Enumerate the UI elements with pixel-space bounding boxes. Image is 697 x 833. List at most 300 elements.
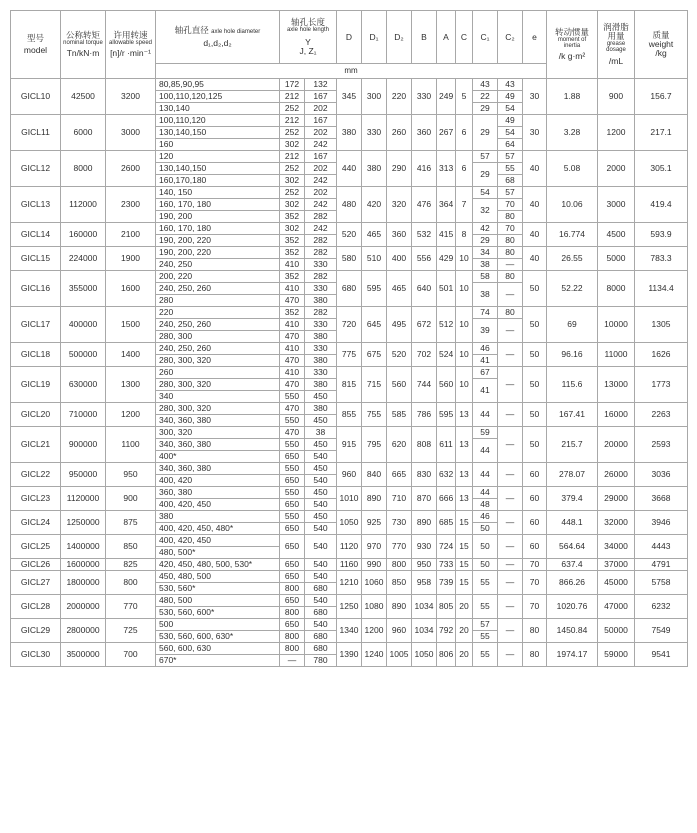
cell-j: 540 xyxy=(305,619,337,631)
cell-torque: 1600000 xyxy=(61,559,106,571)
cell-diameter: 220 xyxy=(156,307,280,319)
cell-diameter: 480, 500 xyxy=(156,595,280,607)
cell-C1: 29 xyxy=(473,115,498,151)
cell-weight: 6232 xyxy=(635,595,688,619)
col-C-header: C xyxy=(456,11,473,64)
inertia-header-sym: /k g·m² xyxy=(558,51,586,62)
cell-model: GICL17 xyxy=(11,307,61,343)
length-y-label: Y xyxy=(305,36,311,47)
cell-C: 15 xyxy=(456,535,473,559)
cell-j: 202 xyxy=(305,163,337,175)
cell-B: 556 xyxy=(412,247,437,271)
cell-grease: 1200 xyxy=(598,115,635,151)
cell-D: 1010 xyxy=(337,487,362,511)
cell-D1: 795 xyxy=(362,427,387,463)
cell-speed: 1400 xyxy=(106,343,156,367)
cell-torque: 1120000 xyxy=(61,487,106,511)
cell-D1: 925 xyxy=(362,511,387,535)
cell-C1: 39 xyxy=(473,319,498,343)
cell-y: 800 xyxy=(280,607,305,619)
weight-header-en: weight xyxy=(648,39,674,50)
table-row xyxy=(11,187,688,199)
cell-model: GICL11 xyxy=(11,115,61,151)
cell-diameter: 190, 200, 220 xyxy=(156,235,280,247)
cell-D: 580 xyxy=(337,247,362,271)
cell-C: 10 xyxy=(456,271,473,307)
cell-y: 352 xyxy=(280,235,305,247)
cell-diameter: 280, 300 xyxy=(156,331,280,343)
cell-diameter: 280, 300, 320 xyxy=(156,355,280,367)
cell-C2: 64 xyxy=(498,139,523,151)
cell-C2: — xyxy=(498,571,523,595)
cell-C1: 32 xyxy=(473,199,498,223)
cell-A: 724 xyxy=(437,535,456,559)
cell-C: 13 xyxy=(456,463,473,487)
inertia-header-cn: 转动惯量 xyxy=(554,26,589,37)
cell-e: 40 xyxy=(523,151,547,187)
cell-A: 805 xyxy=(437,595,456,619)
cell-y: 550 xyxy=(280,511,305,523)
cell-C1: 58 xyxy=(473,271,498,283)
cell-grease: 26000 xyxy=(598,463,635,487)
cell-C1: 57 xyxy=(473,151,498,163)
weight-header-sym: /kg xyxy=(655,47,667,58)
cell-torque: 900000 xyxy=(61,427,106,463)
cell-speed: 1900 xyxy=(106,247,156,271)
cell-diameter: 140, 150 xyxy=(156,187,280,199)
col-D2-header: D₂ xyxy=(387,11,412,64)
col-A-header: A xyxy=(437,11,456,64)
cell-D2: 320 xyxy=(387,187,412,223)
cell-y: 352 xyxy=(280,271,305,283)
cell-D2: 770 xyxy=(387,535,412,559)
cell-diameter: 420, 450, 480, 500, 530* xyxy=(156,559,280,571)
cell-C2: — xyxy=(498,463,523,487)
cell-A: 806 xyxy=(437,643,456,667)
table-row xyxy=(11,427,688,439)
cell-B: 360 xyxy=(412,115,437,151)
cell-speed: 875 xyxy=(106,511,156,535)
cell-diameter: 190, 200, 220 xyxy=(156,247,280,259)
cell-y: 550 xyxy=(280,391,305,403)
table-row xyxy=(11,559,688,571)
cell-y: 650 xyxy=(280,535,305,559)
cell-y: 352 xyxy=(280,211,305,223)
cell-D2: 560 xyxy=(387,367,412,403)
cell-inertia: 16.774 xyxy=(547,223,598,247)
cell-diameter: 300, 320 xyxy=(156,427,280,439)
cell-j: 167 xyxy=(305,151,337,163)
cell-C: 6 xyxy=(456,115,473,151)
cell-A: 666 xyxy=(437,487,456,511)
cell-A: 792 xyxy=(437,619,456,643)
diameter-header-cn: 轴孔直径 xyxy=(174,25,209,36)
cell-D1: 1080 xyxy=(362,595,387,619)
cell-C: 20 xyxy=(456,595,473,619)
cell-C2: 54 xyxy=(498,103,523,115)
cell-D: 855 xyxy=(337,403,362,427)
cell-weight: 305.1 xyxy=(635,151,688,187)
weight-header-cn: 质量 xyxy=(652,30,670,41)
cell-D: 440 xyxy=(337,151,362,187)
cell-model: GICL26 xyxy=(11,559,61,571)
cell-D: 520 xyxy=(337,223,362,247)
cell-diameter: 360, 380 xyxy=(156,487,280,499)
cell-y: 650 xyxy=(280,499,305,511)
cell-grease: 16000 xyxy=(598,403,635,427)
cell-j: 380 xyxy=(305,379,337,391)
cell-weight: 156.7 xyxy=(635,79,688,115)
cell-D: 960 xyxy=(337,463,362,487)
cell-D1: 380 xyxy=(362,151,387,187)
cell-y: 470 xyxy=(280,331,305,343)
cell-y: 800 xyxy=(280,631,305,643)
cell-speed: 3000 xyxy=(106,115,156,151)
cell-D2: 665 xyxy=(387,463,412,487)
cell-y: 212 xyxy=(280,151,305,163)
cell-inertia: 5.08 xyxy=(547,151,598,187)
cell-D: 915 xyxy=(337,427,362,463)
col-B-header: B xyxy=(412,11,437,64)
cell-model: GICL25 xyxy=(11,535,61,559)
cell-D2: 1005 xyxy=(387,643,412,667)
cell-A: 524 xyxy=(437,343,456,367)
cell-torque: 8000 xyxy=(61,151,106,187)
cell-diameter: 340, 360, 380 xyxy=(156,415,280,427)
cell-diameter: 400, 420, 450, 480* xyxy=(156,523,280,535)
cell-C1: 29 xyxy=(473,235,498,247)
cell-e: 70 xyxy=(523,571,547,595)
cell-C1: 38 xyxy=(473,283,498,307)
cell-j: 282 xyxy=(305,235,337,247)
cell-D1: 755 xyxy=(362,403,387,427)
cell-C2: — xyxy=(498,619,523,643)
cell-model: GICL20 xyxy=(11,403,61,427)
cell-j: 540 xyxy=(305,451,337,463)
cell-D1: 300 xyxy=(362,79,387,115)
cell-e: 50 xyxy=(523,367,547,403)
cell-speed: 700 xyxy=(106,643,156,667)
speed-header xyxy=(106,11,156,79)
cell-C: 13 xyxy=(456,427,473,463)
cell-j: 202 xyxy=(305,187,337,199)
cell-inertia: 3.28 xyxy=(547,115,598,151)
cell-D: 1210 xyxy=(337,571,362,595)
speed-header-cn: 许用转速 xyxy=(113,29,148,40)
cell-j: 242 xyxy=(305,175,337,187)
cell-C1: 50 xyxy=(473,559,498,571)
cell-C1: 44 xyxy=(473,463,498,487)
cell-y: 212 xyxy=(280,91,305,103)
length-j-label: J, Z₁ xyxy=(299,45,317,56)
cell-diameter: 160 xyxy=(156,139,280,151)
cell-torque: 500000 xyxy=(61,343,106,367)
cell-diameter: 280, 300, 320 xyxy=(156,379,280,391)
cell-C: 7 xyxy=(456,187,473,223)
torque-header-cn: 公称转矩 xyxy=(65,29,100,40)
length-header-cn: 轴孔长度 xyxy=(290,17,325,28)
cell-A: 267 xyxy=(437,115,456,151)
cell-B: 930 xyxy=(412,535,437,559)
cell-e: 60 xyxy=(523,463,547,487)
cell-y: 550 xyxy=(280,487,305,499)
cell-C1: 59 xyxy=(473,427,498,439)
cell-y: 650 xyxy=(280,523,305,535)
cell-j: 450 xyxy=(305,415,337,427)
cell-C2: — xyxy=(498,559,523,571)
cell-j: 282 xyxy=(305,247,337,259)
cell-y: 252 xyxy=(280,103,305,115)
cell-j: 330 xyxy=(305,367,337,379)
cell-C2: 55 xyxy=(498,163,523,175)
cell-C1: 46 xyxy=(473,511,498,523)
cell-C2: — xyxy=(498,319,523,343)
cell-C: 20 xyxy=(456,619,473,643)
cell-grease: 900 xyxy=(598,79,635,115)
cell-model: GICL23 xyxy=(11,487,61,511)
cell-D: 815 xyxy=(337,367,362,403)
cell-speed: 800 xyxy=(106,571,156,595)
cell-y: 410 xyxy=(280,259,305,271)
cell-j: 132 xyxy=(305,79,337,91)
cell-e: 50 xyxy=(523,427,547,463)
cell-D1: 330 xyxy=(362,115,387,151)
cell-diameter: 560, 600, 630 xyxy=(156,643,280,655)
cell-e: 50 xyxy=(523,343,547,367)
cell-C1: 46 xyxy=(473,343,498,355)
cell-speed: 1300 xyxy=(106,367,156,403)
torque-header-en: nominal torque xyxy=(63,39,103,46)
cell-j: 380 xyxy=(305,403,337,415)
cell-speed: 825 xyxy=(106,559,156,571)
cell-e: 70 xyxy=(523,595,547,619)
cell-C1: 34 xyxy=(473,247,498,259)
cell-C: 15 xyxy=(456,571,473,595)
cell-A: 685 xyxy=(437,511,456,535)
cell-weight: 2263 xyxy=(635,403,688,427)
cell-C2: 80 xyxy=(498,307,523,319)
cell-j: 330 xyxy=(305,343,337,355)
cell-diameter: 400, 420 xyxy=(156,475,280,487)
diameter-header xyxy=(156,11,280,64)
cell-grease: 20000 xyxy=(598,427,635,463)
cell-C2: 49 xyxy=(498,115,523,127)
cell-j: 540 xyxy=(305,595,337,607)
cell-model: GICL14 xyxy=(11,223,61,247)
cell-e: 50 xyxy=(523,271,547,307)
model-header-en: model xyxy=(23,45,48,55)
grease-header-sym: /mL xyxy=(608,55,624,66)
cell-B: 830 xyxy=(412,463,437,487)
cell-B: 416 xyxy=(412,151,437,187)
cell-grease: 29000 xyxy=(598,487,635,511)
cell-A: 364 xyxy=(437,187,456,223)
cell-grease: 59000 xyxy=(598,643,635,667)
cell-y: 252 xyxy=(280,127,305,139)
cell-y: 550 xyxy=(280,415,305,427)
cell-torque: 1250000 xyxy=(61,511,106,535)
cell-y: 650 xyxy=(280,475,305,487)
cell-weight: 1134.4 xyxy=(635,271,688,307)
cell-inertia: 448.1 xyxy=(547,511,598,535)
cell-D2: 495 xyxy=(387,307,412,343)
cell-speed: 1600 xyxy=(106,271,156,307)
cell-A: 611 xyxy=(437,427,456,463)
cell-j: 202 xyxy=(305,103,337,115)
cell-diameter: 340, 360, 380 xyxy=(156,463,280,475)
cell-B: 330 xyxy=(412,79,437,115)
cell-weight: 3036 xyxy=(635,463,688,487)
cell-C1: 67 xyxy=(473,367,498,379)
cell-weight: 7549 xyxy=(635,619,688,643)
cell-C2: 68 xyxy=(498,175,523,187)
table-row xyxy=(11,79,688,91)
cell-e: 80 xyxy=(523,619,547,643)
cell-D1: 595 xyxy=(362,271,387,307)
cell-diameter: 240, 250, 260 xyxy=(156,343,280,355)
cell-weight: 1773 xyxy=(635,367,688,403)
cell-e: 30 xyxy=(523,115,547,151)
cell-C1: 44 xyxy=(473,403,498,427)
cell-C1: 74 xyxy=(473,307,498,319)
cell-grease: 11000 xyxy=(598,343,635,367)
cell-D1: 990 xyxy=(362,559,387,571)
cell-y: 302 xyxy=(280,139,305,151)
cell-C1: 48 xyxy=(473,499,498,511)
cell-D1: 645 xyxy=(362,307,387,343)
cell-model: GICL22 xyxy=(11,463,61,487)
table-body xyxy=(11,79,688,667)
cell-inertia: 115.6 xyxy=(547,367,598,403)
cell-diameter: 160, 170, 180 xyxy=(156,199,280,211)
length-header-en: axle hole length xyxy=(286,27,330,34)
cell-C1: 50 xyxy=(473,535,498,559)
cell-D2: 465 xyxy=(387,271,412,307)
cell-A: 415 xyxy=(437,223,456,247)
cell-diameter: 240, 250, 260 xyxy=(156,319,280,331)
cell-j: 242 xyxy=(305,199,337,211)
cell-weight: 783.3 xyxy=(635,247,688,271)
cell-y: 410 xyxy=(280,343,305,355)
cell-C: 6 xyxy=(456,151,473,187)
cell-speed: 1200 xyxy=(106,403,156,427)
cell-C1: 55 xyxy=(473,631,498,643)
cell-inertia: 278.07 xyxy=(547,463,598,487)
cell-C1: 41 xyxy=(473,379,498,403)
cell-diameter: 100,110,120 xyxy=(156,115,280,127)
table-row xyxy=(11,595,688,607)
cell-y: 550 xyxy=(280,439,305,451)
cell-weight: 9541 xyxy=(635,643,688,667)
inertia-header-en: moment of inertia xyxy=(557,36,587,49)
cell-weight: 4791 xyxy=(635,559,688,571)
cell-torque: 355000 xyxy=(61,271,106,307)
cell-C: 10 xyxy=(456,343,473,367)
cell-e: 70 xyxy=(523,559,547,571)
cell-C: 13 xyxy=(456,403,473,427)
cell-C: 13 xyxy=(456,487,473,511)
cell-D1: 890 xyxy=(362,487,387,511)
cell-diameter: 340, 360, 380 xyxy=(156,439,280,451)
cell-speed: 850 xyxy=(106,535,156,559)
cell-diameter: 340 xyxy=(156,391,280,403)
cell-j: 282 xyxy=(305,307,337,319)
torque-header-sym: Tn/kN·m xyxy=(66,48,100,59)
cell-D1: 465 xyxy=(362,223,387,247)
cell-y: 800 xyxy=(280,583,305,595)
cell-diameter: 200, 220 xyxy=(156,271,280,283)
cell-C1: 42 xyxy=(473,223,498,235)
table-row xyxy=(11,151,688,163)
cell-B: 1034 xyxy=(412,619,437,643)
cell-D1: 970 xyxy=(362,535,387,559)
cell-diameter: 240, 250, 260 xyxy=(156,283,280,295)
cell-torque: 3500000 xyxy=(61,643,106,667)
cell-B: 1034 xyxy=(412,595,437,619)
cell-C: 10 xyxy=(456,367,473,403)
cell-weight: 4443 xyxy=(635,535,688,559)
cell-j: 380 xyxy=(305,355,337,367)
cell-D2: 400 xyxy=(387,247,412,271)
cell-D2: 585 xyxy=(387,403,412,427)
cell-D: 1250 xyxy=(337,595,362,619)
cell-e: 60 xyxy=(523,535,547,559)
col-C2-header: C₂ xyxy=(498,11,523,64)
cell-C2: — xyxy=(498,427,523,463)
cell-D2: 520 xyxy=(387,343,412,367)
diameter-header-sym: d₁,d₂,d₂ xyxy=(203,37,232,48)
cell-C2: — xyxy=(498,259,523,271)
cell-grease: 10000 xyxy=(598,307,635,343)
cell-model: GICL16 xyxy=(11,271,61,307)
cell-D1: 715 xyxy=(362,367,387,403)
cell-diameter: 670* xyxy=(156,655,280,667)
cell-y: 470 xyxy=(280,427,305,439)
cell-diameter: 400* xyxy=(156,451,280,463)
cell-C1: 38 xyxy=(473,259,498,271)
cell-grease: 45000 xyxy=(598,571,635,595)
cell-B: 640 xyxy=(412,271,437,307)
cell-inertia: 26.55 xyxy=(547,247,598,271)
cell-j: 540 xyxy=(305,535,337,559)
cell-C2: 80 xyxy=(498,235,523,247)
col-e-header: e xyxy=(523,11,547,64)
cell-model: GICL21 xyxy=(11,427,61,463)
table-row xyxy=(11,619,688,631)
cell-torque: 950000 xyxy=(61,463,106,487)
cell-diameter: 130,140 xyxy=(156,103,280,115)
cell-diameter: 480, 500* xyxy=(156,547,280,559)
cell-D2: 620 xyxy=(387,427,412,463)
cell-torque: 160000 xyxy=(61,223,106,247)
cell-y: 410 xyxy=(280,283,305,295)
cell-C1: 57 xyxy=(473,619,498,631)
cell-diameter: 400, 420, 450 xyxy=(156,499,280,511)
cell-diameter: 80,85,90,95 xyxy=(156,79,280,91)
cell-C: 20 xyxy=(456,643,473,667)
cell-model: GICL28 xyxy=(11,595,61,619)
col-D1-header: D₁ xyxy=(362,11,387,64)
cell-y: 800 xyxy=(280,643,305,655)
cell-inertia: 1450.84 xyxy=(547,619,598,643)
cell-model: GICL29 xyxy=(11,619,61,643)
cell-C2: 80 xyxy=(498,247,523,259)
cell-C2: — xyxy=(498,367,523,403)
cell-C1: 22 xyxy=(473,91,498,103)
cell-C1: 50 xyxy=(473,523,498,535)
cell-D: 1390 xyxy=(337,643,362,667)
cell-inertia: 1.88 xyxy=(547,79,598,115)
